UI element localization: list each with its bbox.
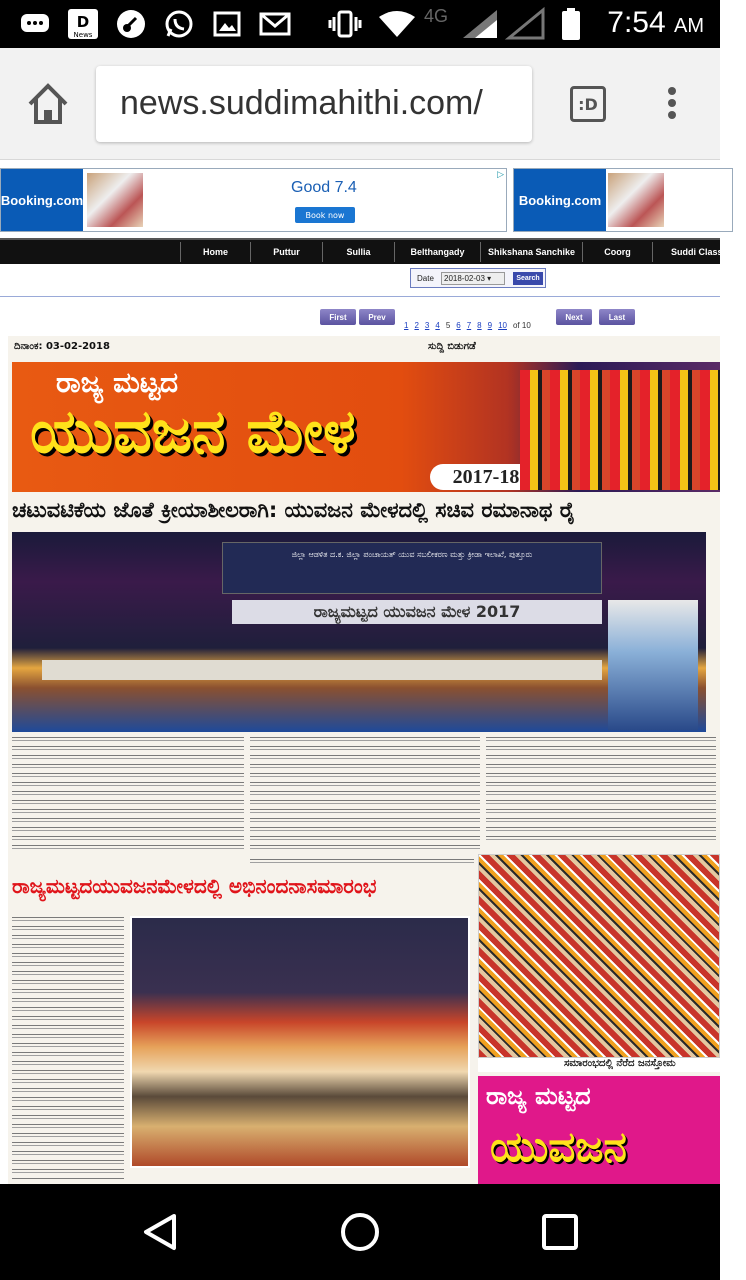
epaper-page[interactable]	[8, 336, 720, 1184]
booking-logo: Booking.com	[1, 169, 83, 231]
ad-banner-row	[0, 168, 720, 234]
article-column	[12, 914, 124, 1180]
gmail-icon	[258, 8, 292, 40]
nav-belthangady[interactable]: Belthangady	[394, 242, 480, 262]
date-filter	[410, 268, 546, 288]
audience-photo	[478, 854, 720, 1058]
svg-text:D: D	[76, 13, 90, 31]
tab-switcher-label: :D	[578, 94, 598, 114]
booking-ad[interactable]	[0, 168, 507, 232]
article-column	[486, 734, 716, 840]
next-page-button[interactable]: Next	[556, 309, 592, 325]
nav-home[interactable]: Home	[180, 242, 250, 262]
signal-icon	[460, 8, 500, 40]
prev-page-button[interactable]: Prev	[359, 309, 395, 325]
home-circle-icon	[338, 1210, 382, 1254]
article-column	[250, 856, 474, 868]
page-link[interactable]: 1	[404, 321, 409, 330]
back-triangle-icon	[138, 1210, 182, 1254]
web-page	[0, 160, 746, 1184]
article-headline: ಚಟುವಟಿಕೆಯ ಜೊತೆ ಕ್ರೀಯಾಶೀಲರಾಗಿ: ಯುವಜನ ಮೇಳದಲ್ಲಿ ಸಚಿವ ರಮಾನಾಥ ರೈ	[12, 498, 576, 522]
clock-time: 7:54	[607, 6, 666, 39]
nav-shikshana-sanchike[interactable]: Shikshana Sanchike	[480, 242, 582, 262]
back-button[interactable]	[138, 1210, 182, 1254]
whatsapp-icon	[162, 8, 196, 40]
clock	[607, 6, 704, 40]
event-banner	[12, 362, 720, 492]
tab-switcher-button[interactable]	[570, 86, 606, 122]
hotel-photo	[608, 173, 664, 227]
nav-coorg[interactable]: Coorg	[582, 242, 652, 262]
event-ad	[478, 1076, 720, 1184]
paper-section-head: ಸುದ್ದಿ ಬಿಡುಗಡೆ	[428, 341, 476, 352]
last-page-button[interactable]: Last	[599, 309, 635, 325]
page-link[interactable]: 3	[424, 321, 430, 330]
site-navigation	[0, 238, 746, 264]
felicitation-photo	[130, 916, 470, 1168]
dais-table	[42, 660, 602, 680]
signal-icon	[506, 8, 546, 40]
hotel-photo	[87, 173, 143, 227]
page-link[interactable]: 9	[487, 321, 493, 330]
wifi-icon	[376, 8, 418, 40]
stage-backdrop-text: ಜಿಲ್ಲಾ ಆಡಳಿತ ದ.ಕ. ಜಿಲ್ಲಾ ಪಂಚಾಯತ್ ಯುವ ಸಬಲೀಕರಣ ಮತ್ತು ಕ್ರೀಡಾ ಇಲಾಖೆ, ಪುತ್ತೂರು	[222, 542, 602, 594]
event-ad-line2: ಯುವಜನ	[490, 1122, 627, 1171]
article-subheadline: ರಾಜ್ಯಮಟ್ಟದಯುವಜನಮೇಳದಲ್ಲಿ ಅಭಿನಂದನಾಸಮಾರಂಭ	[12, 874, 377, 898]
guitar-icon	[114, 8, 148, 40]
recents-square-icon	[538, 1210, 582, 1254]
booking-logo: Booking.com	[514, 169, 606, 231]
page-link[interactable]: 8	[477, 321, 482, 330]
nav-puttur[interactable]: Puttur	[250, 242, 322, 262]
banner-year: 2017-18	[430, 464, 542, 490]
url-bar[interactable]	[96, 66, 532, 142]
search-button[interactable]: Search	[513, 272, 543, 285]
image-icon	[210, 8, 244, 40]
battery-icon	[556, 8, 586, 40]
clock-ampm: AM	[674, 15, 704, 37]
event-ad-line1: ರಾಜ್ಯ ಮಟ್ಟದ	[486, 1082, 591, 1110]
home-button[interactable]	[22, 78, 74, 130]
ad-choices-icon[interactable]: ▷	[497, 170, 504, 180]
svg-text:News: News	[73, 31, 93, 39]
system-navigation-bar	[0, 1184, 720, 1280]
date-label: Date	[417, 274, 434, 283]
banner-title: ಯುವಜನ ಮೇಳ	[30, 397, 356, 467]
first-page-button[interactable]: First	[320, 309, 356, 325]
stage-banner-text: ರಾಜ್ಯಮಟ್ಟದ ಯುವಜನ ಮೇಳ 2017	[232, 600, 602, 624]
page-number-list	[404, 321, 531, 330]
dailyhunt-news-icon	[66, 8, 100, 40]
page-link[interactable]: 10	[498, 321, 507, 330]
page-total: of 10	[512, 321, 531, 330]
divider	[0, 296, 720, 297]
vibrate-icon	[328, 8, 362, 40]
stage-photo	[12, 532, 706, 732]
home-nav-button[interactable]	[338, 1210, 382, 1254]
photo-caption: ಸಮಾರಂಭದಲ್ಲಿ ನೆರೆದ ಜನಸ್ತೋಮ	[478, 1058, 720, 1072]
recents-button[interactable]	[538, 1210, 582, 1254]
page-link[interactable]: 4	[435, 321, 440, 330]
page-link[interactable]: 6	[456, 321, 461, 330]
nav-suddi-classifieds[interactable]: Suddi Classifieds	[652, 242, 738, 262]
date-select[interactable]: 2018-02-03 ▾	[441, 272, 505, 285]
network-type-label: 4G	[424, 6, 449, 26]
article-column	[250, 734, 480, 852]
article-column	[12, 734, 244, 852]
booking-ad-2[interactable]	[513, 168, 733, 232]
page-link[interactable]: 2	[414, 321, 419, 330]
browser-toolbar	[0, 48, 720, 160]
current-page: 5	[445, 321, 451, 330]
book-now-button[interactable]: Book now	[295, 207, 355, 223]
banner-subtitle: ರಾಜ್ಯ ಮಟ್ಟದ	[56, 366, 179, 399]
nav-sullia[interactable]: Sullia	[322, 242, 394, 262]
chat-bubble-icon	[18, 8, 52, 40]
url-text: news.suddimahithi.com/	[120, 84, 483, 122]
page-link[interactable]: 7	[466, 321, 472, 330]
paper-date: ದಿನಾಂಕ: 03-02-2018	[14, 341, 110, 352]
rating-text: Good 7.4	[291, 179, 357, 196]
overflow-menu-button[interactable]	[662, 84, 682, 124]
home-icon	[22, 78, 74, 130]
status-bar	[0, 0, 720, 48]
podium	[608, 600, 698, 730]
dancers-photo	[520, 370, 720, 490]
